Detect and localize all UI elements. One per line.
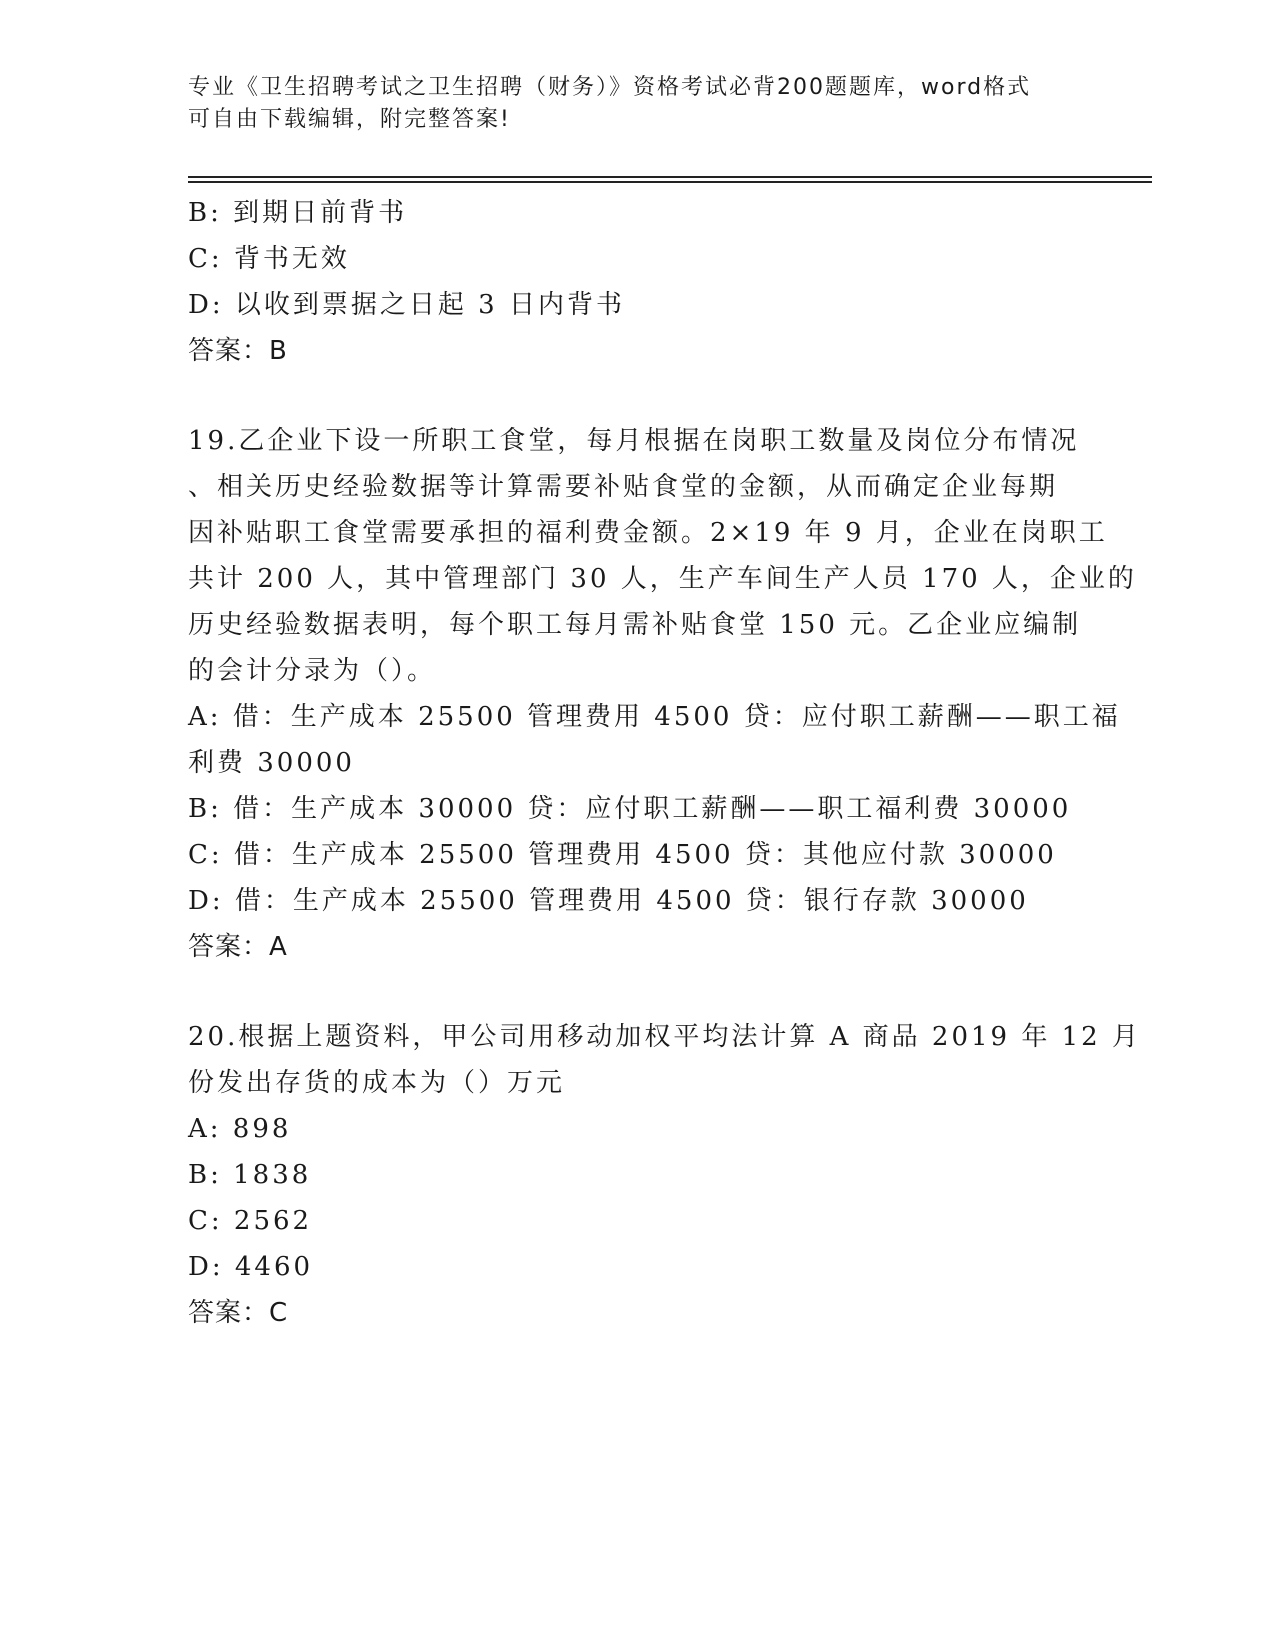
option-a-continued: 利费 30000: [188, 748, 355, 778]
question-18-tail: [188, 190, 1088, 374]
option-b: B: 1838: [188, 1160, 312, 1190]
document-header: [188, 72, 1088, 136]
option-a: A: 借：生产成本 25500 管理费用 4500 贷：应付职工薪酬——职工福: [188, 702, 1121, 732]
option-d: D: 以收到票据之日起 3 日内背书: [188, 290, 625, 320]
answer: 答案：B: [188, 336, 288, 366]
question-stem-line: 20.根据上题资料，甲公司用移动加权平均法计算 A 商品 2019 年 12 月: [188, 1022, 1141, 1052]
option-d: D: 4460: [188, 1252, 314, 1282]
header-line-2: 可自由下载编辑，附完整答案!: [188, 107, 511, 132]
option-b: B: 到期日前背书: [188, 198, 408, 228]
answer: 答案：A: [188, 932, 288, 962]
question-stem-line: 份发出存货的成本为（）万元: [188, 1068, 566, 1098]
option-c: C: 2562: [188, 1206, 313, 1236]
option-c: C: 借：生产成本 25500 管理费用 4500 贷：其他应付款 30000: [188, 840, 1057, 870]
option-a: A: 898: [188, 1114, 292, 1144]
question-stem-line: 因补贴职工食堂需要承担的福利费金额。2×19 年 9 月，企业在岗职工: [188, 518, 1108, 548]
question-stem-line: 、相关历史经验数据等计算需要补贴食堂的金额，从而确定企业每期: [188, 472, 1059, 502]
option-b: B: 借：生产成本 30000 贷：应付职工薪酬——职工福利费 30000: [188, 794, 1072, 824]
document-body: [188, 190, 1141, 1336]
question-stem-line: 19.乙企业下设一所职工食堂，每月根据在岗职工数量及岗位分布情况: [188, 426, 1080, 456]
header-divider-bottom: [188, 181, 1152, 183]
question-stem-line: 的会计分录为（）。: [188, 656, 437, 686]
header-line-1: 专业《卫生招聘考试之卫生招聘（财务）》资格考试必背200题题库，word格式: [188, 75, 1032, 100]
question-stem-line: 历史经验数据表明，每个职工每月需补贴食堂 150 元。乙企业应编制: [188, 610, 1082, 640]
option-d: D: 借：生产成本 25500 管理费用 4500 贷：银行存款 30000: [188, 886, 1029, 916]
answer: 答案：C: [188, 1298, 289, 1328]
question-stem-line: 共计 200 人，其中管理部门 30 人，生产车间生产人员 170 人，企业的: [188, 564, 1137, 594]
spacer: [188, 970, 1088, 1014]
option-c: C: 背书无效: [188, 244, 350, 274]
spacer: [188, 374, 1088, 418]
question-19: [188, 418, 1137, 970]
header-divider-top: [188, 176, 1152, 178]
question-20: [188, 1014, 1141, 1336]
